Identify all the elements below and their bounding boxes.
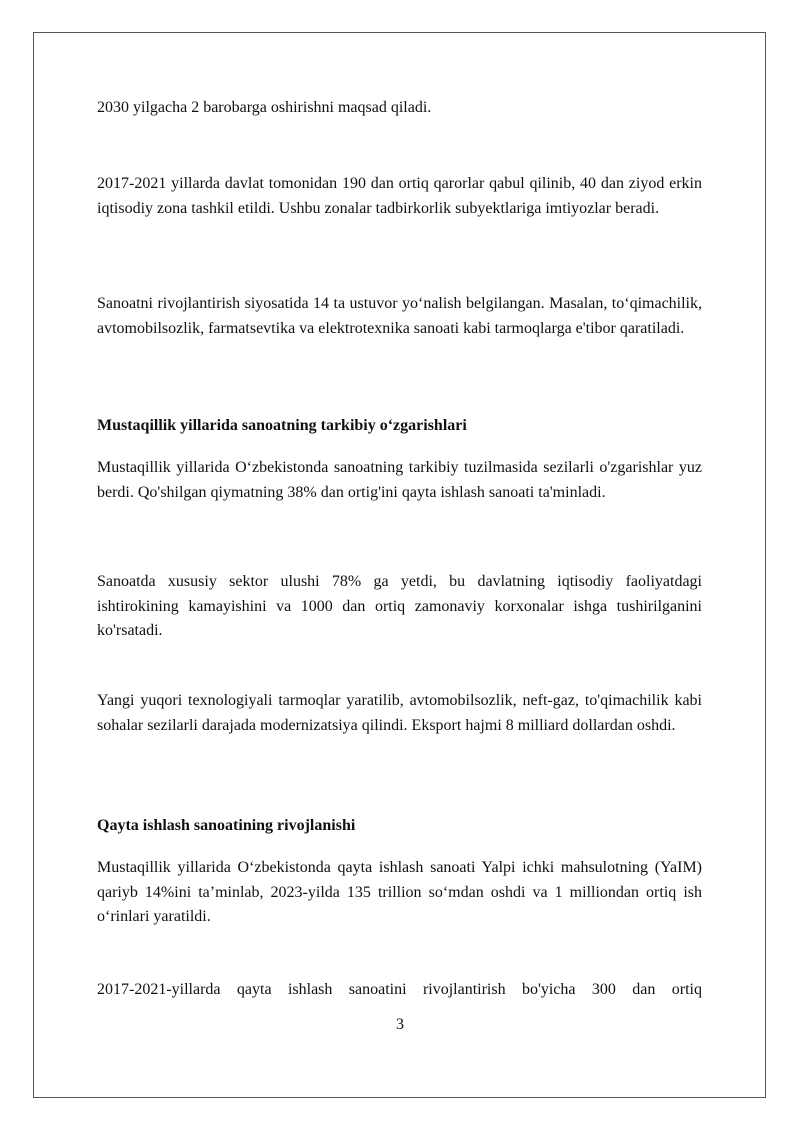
paragraph-8: 2017-2021-yillarda qayta ishlash sanoatini rivojlantirish bo'yicha 300 dan ortiq [97, 981, 702, 998]
section-heading-1: Mustaqillik yillarida sanoatning tarkibiy o‘zgarishlari [97, 417, 467, 434]
paragraph-6: Yangi yuqori texnologiyali tarmoqlar yaratilib, avtomobilsozlik, neft-gaz, to'qimachilik kabi sohalar sezilarli darajada modernizatsiya qilindi. Eksport hajmi 8 milliard dollardan oshdi. [97, 692, 702, 734]
section-heading-2: Qayta ishlash sanoatining rivojlanishi [97, 817, 356, 834]
paragraph-7: Mustaqillik yillarida O‘zbekistonda qayta ishlash sanoati Yalpi ichki mahsulotning (YaIM) qariyb 14%ini ta’minlab, 2023-yilda 135 trillion so‘mdan oshdi va 1 milliondan ortiq ish o‘rinlari yaratildi. [97, 859, 702, 925]
paragraph-3: Sanoatni rivojlantirish siyosatida 14 ta ustuvor yo‘nalish belgilangan. Masalan, to‘qimachilik, avtomobilsozlik, farmatsevtika va elektrotexnika sanoati kabi tarmoqlarga e'tibor qaratiladi. [97, 295, 702, 337]
paragraph-2: 2017-2021 yillarda davlat tomonidan 190 dan ortiq qarorlar qabul qilinib, 40 dan ziyod erkin iqtisodiy zona tashkil etildi. Ushbu zonalar tadbirkorlik subyektlariga imtiyozlar beradi. [97, 175, 702, 217]
page-number: 3 [396, 1016, 404, 1033]
paragraph-5: Sanoatda xususiy sektor ulushi 78% ga yetdi, bu davlatning iqtisodiy faoliyatdagi ishtirokining kamayishini va 1000 dan ortiq zamonaviy korxonalar ishga tushirilganini ko'rsatadi. [97, 573, 702, 639]
paragraph-4: Mustaqillik yillarida O‘zbekistonda sanoatning tarkibiy tuzilmasida sezilarli o'zgarishlar yuz berdi. Qo'shilgan qiymatning 38% dan ortig'ini qayta ishlash sanoati ta'minladi. [97, 459, 702, 501]
paragraph-1: 2030 yilgacha 2 barobarga oshirishni maqsad qiladi. [97, 99, 432, 116]
